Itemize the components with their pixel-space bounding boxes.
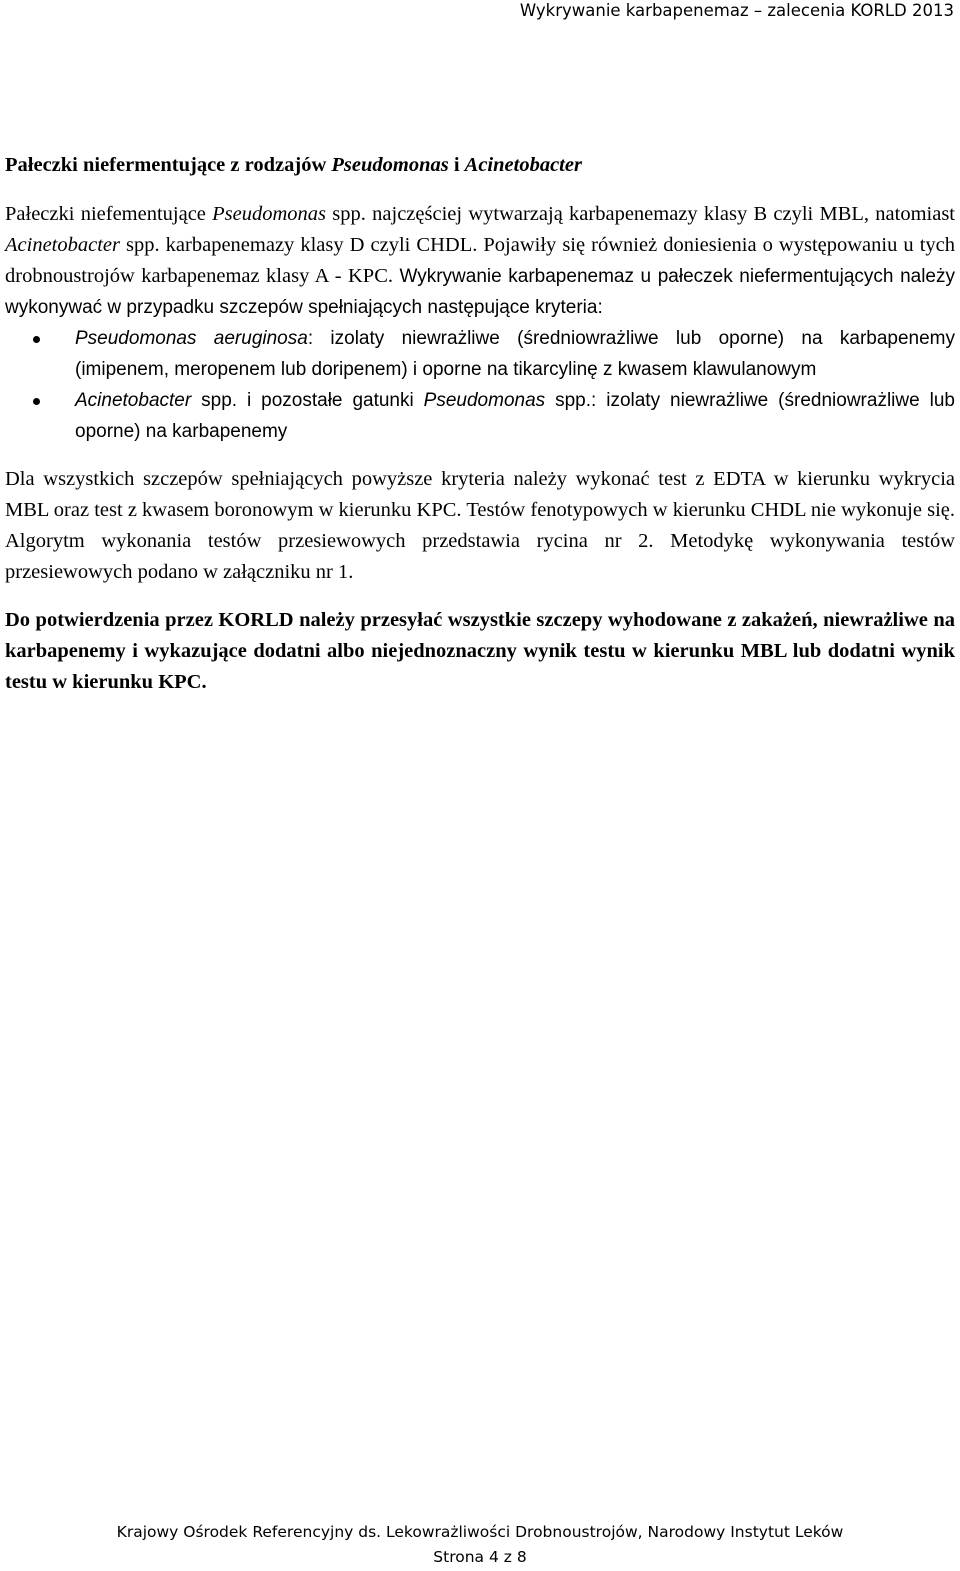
heading-text: Pałeczki niefermentujące z rodzajów <box>5 154 332 176</box>
list-item <box>5 385 955 447</box>
intro-text-3: spp. karbapenemazy klasy D czyli CHDL. Pojawiły się również doniesienia o występowaniu u tych drobnoustrojów karbapenemaz klasy A - KPC. <box>5 234 955 287</box>
heading-conjunction: i <box>448 154 465 176</box>
heading-genus-pseudomonas: Pseudomonas <box>331 154 449 176</box>
intro-italic-acinetobacter: Acinetobacter <box>5 234 120 256</box>
criteria-list <box>5 323 955 447</box>
page-number: Strona 4 z 8 <box>433 1548 527 1566</box>
criterion-text-1: spp. i pozostałe gatunki <box>191 390 424 411</box>
criterion-genus-pseudomonas: Pseudomonas <box>423 390 546 411</box>
testing-paragraph: Dla wszystkich szczepów spełniających powyższe kryteria należy wykonać test z EDTA w kierunku wykrycia MBL oraz test z kwasem boronowym w kierunku KPC. Testów fenotypowych w kierunku CHDL nie wykonuje się. Algorytm wykonania testów przesiewowych przedstawia rycina nr 2. Metodykę wykonywania testów przesiewowych podano w załączniku nr 1. <box>5 468 955 583</box>
intro-text-2: spp. najczęściej wytwarzają karbapenemazy klasy B czyli MBL, natomiast <box>326 203 955 225</box>
list-item <box>5 323 955 385</box>
criterion-species: Pseudomonas aeruginosa <box>75 328 308 349</box>
intro-criteria-lead: Wykrywanie karbapenemaz u pałeczek niefermentujących należy wykonywać w przypadku szczepów spełniających następujące kryteria: <box>5 266 955 318</box>
document-body <box>5 150 955 698</box>
criterion-text-2: spp.: izolaty niewrażliwe (średniowrażliwe lub oporne) na karbapenemy <box>75 390 955 442</box>
criterion-genus-acinetobacter: Acinetobacter <box>75 390 192 411</box>
heading-genus-acinetobacter: Acinetobacter <box>464 154 582 176</box>
confirmation-paragraph: Do potwierdzenia przez KORLD należy przesyłać wszystkie szczepy wyhodowane z zakażeń, niewrażliwe na karbapenemy i wykazujące dodatni albo niejednoznaczny wynik testu w kierunku MBL lub dodatni wynik testu w kierunku KPC. <box>5 609 955 693</box>
bullet-icon <box>33 398 40 405</box>
running-header: Wykrywanie karbapenemaz – zalecenia KORLD 2013 <box>519 1 954 20</box>
footer-organization: Krajowy Ośrodek Referencyjny ds. Lekowrażliwości Drobnoustrojów, Narodowy Instytut Leków <box>116 1523 844 1541</box>
bullet-icon <box>33 336 40 343</box>
section-heading <box>5 150 955 181</box>
criterion-text: : izolaty niewrażliwe (średniowrażliwe lub oporne) na karbapenemy (imipenem, meropenem lub doripenem) i oporne na tikarcylinę z kwasem klawulanowym <box>75 328 956 380</box>
intro-text-1: Pałeczki niefementujące <box>5 203 213 225</box>
intro-italic-pseudomonas: Pseudomonas <box>212 203 327 225</box>
intro-paragraph <box>5 199 955 323</box>
